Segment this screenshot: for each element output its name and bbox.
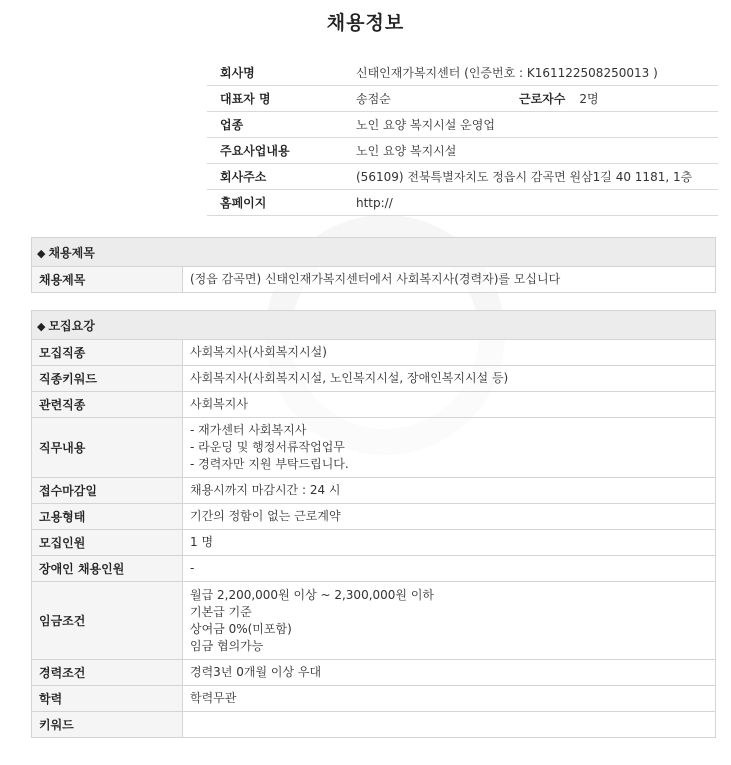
recruit-title-row: [32, 267, 716, 293]
address-label: 회사주소: [207, 164, 356, 190]
employees-value: 2명: [579, 92, 599, 106]
ceo-row: [207, 86, 718, 112]
value-line: 사회복지사: [190, 397, 248, 411]
education-label: 학력: [32, 686, 183, 712]
address-row: [207, 164, 718, 190]
job-description-row: [32, 418, 716, 478]
requirements-header-text: 모집요강: [48, 318, 95, 333]
value-line: 사회복지사(사회복지시설): [190, 345, 327, 359]
value-line: 경력3년 0개월 이상 우대: [190, 665, 322, 679]
disabled-headcount-label: 장애인 채용인원: [32, 556, 183, 582]
value-line: 1 명: [190, 535, 214, 549]
address-value: (56109) 전북특별자치도 정읍시 감곡면 원삼1길 40 1181, 1층: [356, 164, 718, 190]
business-value: 노인 요양 복지시설: [356, 138, 718, 164]
employment-type-label: 고용형태: [32, 504, 183, 530]
business-label: 주요사업내용: [207, 138, 356, 164]
value-line: - 라운딩 및 행정서류작업업무: [190, 440, 345, 454]
keywords-row: [32, 712, 716, 738]
wage-conditions-label: 임금조건: [32, 582, 183, 660]
job-keyword-value: [183, 366, 716, 392]
job-category-label: 모집직종: [32, 340, 183, 366]
value-line: 임금 협의가능: [190, 638, 264, 653]
company-name-label: 회사명: [207, 60, 356, 86]
value-line: 상여금 0%(미포함): [190, 621, 292, 636]
employees-label: 근로자수: [519, 92, 566, 106]
requirements-section: [31, 310, 716, 738]
deadline-row: [32, 478, 716, 504]
value-line: - 재가센터 사회복지사: [190, 423, 307, 437]
diamond-icon: ◆: [37, 246, 46, 260]
experience-conditions-label: 경력조건: [32, 660, 183, 686]
ceo-cell: [356, 86, 718, 112]
disabled-headcount-row: [32, 556, 716, 582]
industry-label: 업종: [207, 112, 356, 138]
page-title: 채용정보: [326, 12, 405, 34]
headcount-value: [183, 530, 716, 556]
wage-conditions-value: [183, 582, 716, 660]
experience-conditions-row: [32, 660, 716, 686]
deadline-value: [183, 478, 716, 504]
company-name-row: [207, 60, 718, 86]
job-description-label: 직무내용: [32, 418, 183, 478]
industry-value: 노인 요양 복지시설 운영업: [356, 112, 718, 138]
headcount-label: 모집인원: [32, 530, 183, 556]
recruit-title-label: 채용제목: [32, 267, 183, 293]
related-job-row: [32, 392, 716, 418]
recruit-title-header: [32, 238, 716, 267]
job-keyword-label: 직종키워드: [32, 366, 183, 392]
homepage-row: [207, 190, 718, 216]
employment-type-value: [183, 504, 716, 530]
job-keyword-row: [32, 366, 716, 392]
company-info-table: [207, 60, 718, 216]
headcount-row: [32, 530, 716, 556]
ceo-label: 대표자 명: [207, 86, 356, 112]
keywords-value: [183, 712, 716, 738]
requirements-header: [32, 311, 716, 340]
recruit-title-value: (정읍 감곡면) 신태인재가복지센터에서 사회복지사(경력자)를 모십니다: [183, 267, 716, 293]
recruit-title-section: [31, 237, 716, 293]
company-name-value: 신태인재가복지센터 (인증번호 : K161122508250013 ): [356, 60, 718, 86]
deadline-label: 접수마감일: [32, 478, 183, 504]
diamond-icon: ◆: [37, 319, 46, 333]
value-line: 월급 2,200,000원 이상 ~ 2,300,000원 이하: [190, 587, 435, 602]
related-job-value: [183, 392, 716, 418]
value-line: -: [190, 561, 195, 575]
recruit-title-header-text: 채용제목: [48, 245, 95, 260]
employment-type-row: [32, 504, 716, 530]
disabled-headcount-value: [183, 556, 716, 582]
value-line: 사회복지사(사회복지시설, 노인복지시설, 장애인복지시설 등): [190, 371, 509, 385]
ceo-value: 송점순: [356, 92, 391, 106]
job-description-value: [183, 418, 716, 478]
value-line: 채용시까지 마감시간 : 24 시: [190, 483, 341, 497]
homepage-link[interactable]: http://: [356, 190, 718, 216]
education-value: [183, 686, 716, 712]
value-line: 기간의 정함이 없는 근로계약: [190, 509, 341, 523]
business-row: [207, 138, 718, 164]
experience-conditions-value: [183, 660, 716, 686]
homepage-label: 홈페이지: [207, 190, 356, 216]
value-line: 기본급 기준: [190, 604, 252, 619]
job-category-row: [32, 340, 716, 366]
education-row: [32, 686, 716, 712]
industry-row: [207, 112, 718, 138]
job-category-value: [183, 340, 716, 366]
value-line: - 경력자만 지원 부탁드립니다.: [190, 457, 349, 471]
related-job-label: 관련직종: [32, 392, 183, 418]
value-line: 학력무관: [190, 691, 237, 705]
wage-conditions-row: [32, 582, 716, 660]
keywords-label: 키워드: [32, 712, 183, 738]
